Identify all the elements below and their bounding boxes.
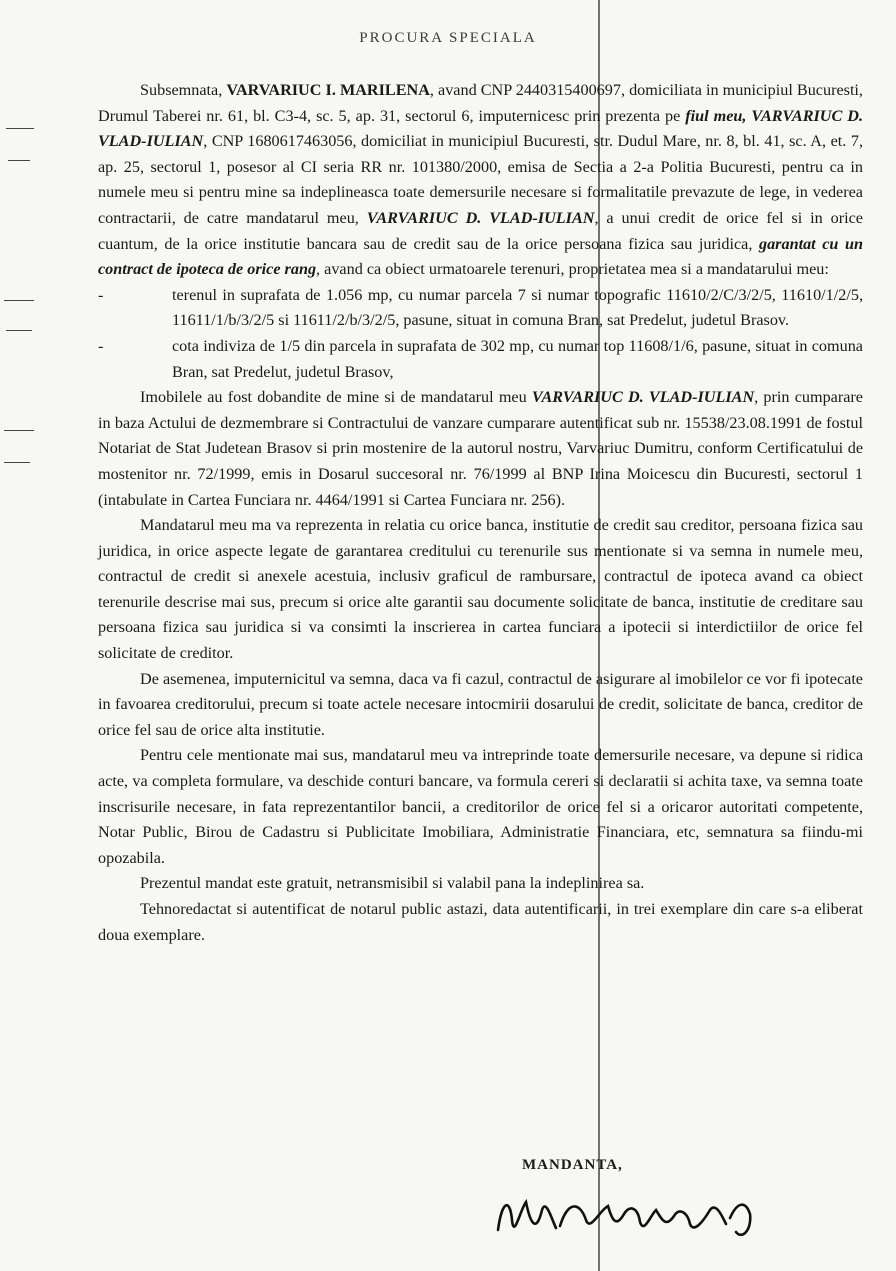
scan-mark (4, 430, 34, 431)
scan-mark (8, 160, 30, 161)
scan-mark (4, 300, 34, 301)
mandatary-name: VARVARIUC D. VLAD-IULIAN (531, 388, 755, 407)
text: , avand CNP 2440315400697, domiciliata in municipiul Bucuresti, Drumul Taberei nr. 61, bl. C3-4, sc. 5, ap. 31, sectorul 6, imputernicesc prin prezenta pe (98, 81, 863, 125)
text: , avand ca obiect urmatoarele terenuri, proprietatea mea si a mandatarului meu: (316, 260, 829, 279)
paragraph-representation: Mandatarul meu ma va reprezenta in relatia cu orice banca, institutie de credit sau creditor, persoana fizica sau juridica, in orice aspecte legate de garantarea creditului cu terenurile sus mentionate si va semna in numele meu, contractul de credit si anexele acestuia, inclusiv graficul de rambursare, contractul de ipoteca avand ca obiect terenurile descrise mai sus, precum si orice alte garantii sau documente solicitate de banca, institutie de creditare sau persoana fizica sau juridica si va consimti la inscrierea in cartea funciara a ipotecii si interdictiilor de orice fel solicitate de creditor. (98, 516, 863, 663)
signature-label: MANDANTA, (522, 1157, 623, 1173)
paragraph-mandator (98, 78, 863, 283)
scan-mark (6, 128, 34, 129)
text: Imobilele au fost dobandite de mine si de mandatarul meu (140, 388, 532, 407)
property-item-1 (98, 283, 863, 334)
list-dash: - (98, 336, 104, 355)
paragraph-authentication: Tehnoredactat si autentificat de notarul public astazi, data autentificarii, in trei exemplare din care s-a eliberat doua exemplare. (98, 900, 863, 944)
paragraph-insurance: De asemenea, imputernicitul va semna, daca va fi cazul, contractul de asigurare al imobilelor ce vor fi ipotecate in favoarea creditorului, precum si toate actele necesare intocmirii dosarului de credit, solicitate de banca, creditor de orice fel sau de orice alta institutie. (98, 669, 863, 739)
mortgage-clause: garantat cu un contract de ipoteca de orice rang (98, 234, 863, 279)
document-title: PROCURA SPECIALA (359, 30, 537, 46)
paragraph-acquisition (98, 385, 863, 513)
list-dash: - (98, 285, 104, 304)
property-item-2 (98, 334, 863, 385)
property-text: cota indiviza de 1/5 din parcela in suprafata de 302 mp, cu numar top 11608/1/6, pasune, situat in comuna Bran, sat Predelut, judetul Brasov, (172, 336, 863, 381)
scan-mark (4, 462, 30, 463)
paragraph-powers: Pentru cele mentionate mai sus, mandatarul meu va intreprinde toate demersurile necesare, va depune si ridica acte, va completa formulare, va deschide conturi bancare, va formula cereri si declaratii si achita taxe, va semna toate inscrisurile necesare, in fata reprezentantilor bancii, a creditorilor de orice fel si a oricaror autoritati competente, Notar Public, Birou de Cadastru si Publicitate Imobiliara, Administratie Financiara, etc, semnatura sa fiindu-mi opozabila. (98, 746, 863, 867)
mandatary-name: VARVARIUC D. VLAD-IULIAN (366, 208, 595, 227)
document-body (98, 78, 863, 948)
text: , CNP 1680617463056, domiciliat in municipiul Bucuresti, str. Dudul Mare, nr. 8, bl. 41, sc. A, et. 7, ap. 25, sectorul 1, posesor al CI seria RR nr. 101380/2000, emisa de Sectia a 2-a Politia Bucuresti, pentru ca in numele meu si pentru mine sa indeplineasca toate demersurile necesare si formalitatile prevazute de lege, in vederea contractarii, de catre mandatarul meu, (98, 132, 863, 227)
property-text: terenul in suprafata de 1.056 mp, cu numar parcela 7 si numar topografic 11610/2/C/3/2/5, 11610/1/2/5, 11611/1/b/3/2/5 si 11611/2/b/3/2/5, pasune, situat in comuna Bran, sat Predelut, judetul Brasov. (172, 285, 863, 330)
mandatary-name: fiul meu, VARVARIUC D. VLAD-IULIAN (98, 106, 863, 151)
text: , a unui credit de orice fel si in orice cuantum, de la orice institutie bancara sau de credit sau de la orice persoana fizica sau juridica, (98, 208, 863, 253)
paragraph-validity: Prezentul mandat este gratuit, netransmisibil si valabil pana la indeplinirea sa. (140, 874, 645, 893)
scan-mark (6, 330, 32, 331)
text: , prin cumparare in baza Actului de dezmembrare si Contractului de vanzare cumparare autentificat sub nr. 15538/23.08.1991 de fostul Notariat de Stat Judetean Brasov si prin mostenire de la autorul nostru, Varvariuc Dumitru, conform Certificatului de mostenitor nr. 72/1999, emis in Dosarul succesoral nr. 76/1999 al BNP Irina Moicescu din Bucuresti, sectorul 1 (intabulate in Cartea Funciara nr. 4464/1991 si Cartea Funciara nr. 256). (98, 388, 863, 509)
mandator-name: VARVARIUC I. MARILENA (226, 81, 430, 99)
text: Subsemnata, (140, 81, 227, 99)
handwritten-signature (490, 1180, 790, 1250)
